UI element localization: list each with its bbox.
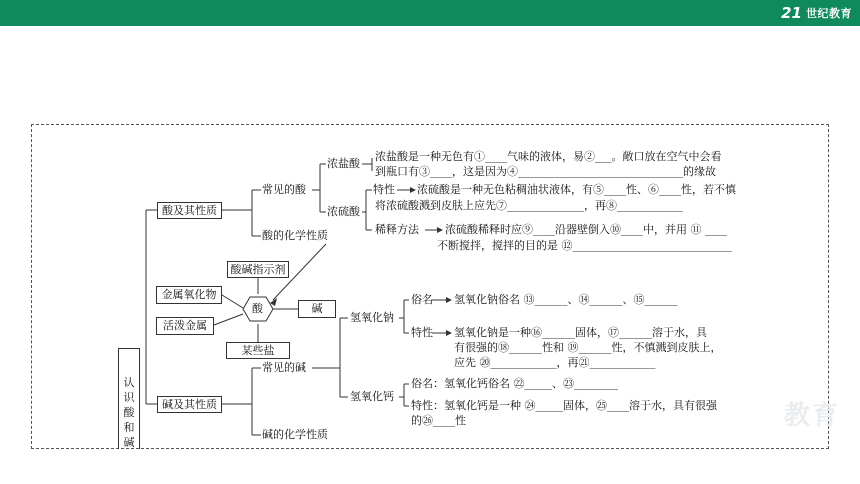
base-box: 碱: [298, 300, 336, 318]
dilute-label: 稀释方法: [375, 223, 419, 236]
acid-center-label: 酸: [252, 302, 263, 315]
brand-name: 世纪教育: [806, 7, 852, 20]
h2so4-label: 浓硫酸: [327, 205, 360, 218]
common-bases-label: 常见的碱: [262, 361, 306, 374]
naoh-name-line: 氢氧化钠俗名 ⑬______、⑭______、⑮______: [454, 293, 678, 306]
hcl-line-2: 到瓶口有③____，这是因为④______________________________的缘故: [375, 165, 716, 178]
caoh-label: 氢氧化钙: [350, 390, 394, 403]
caoh-name-line: 俗名：氢氧化钙俗名 ㉒_____、㉓________: [411, 377, 618, 390]
hcl-label: 浓盐酸: [327, 157, 360, 170]
base-section-box: 碱及其性质: [157, 396, 222, 413]
metal-oxide-box: 金属氧化物: [156, 286, 222, 304]
naoh-prop-line-2: 有很强的⑱______性和 ⑲______性，不慎溅到皮肤上，: [454, 341, 722, 354]
root-label: 认识酸和碱: [123, 376, 135, 449]
caoh-prop-line-1: 特性：氢氧化钙是一种 ㉔_____固体，㉕____溶于水，具有很强: [411, 399, 717, 412]
h2so4-prop-label: 特性: [373, 183, 395, 196]
indicator-box: 酸碱指示剂: [227, 261, 289, 278]
naoh-name-label: 俗名: [411, 293, 433, 306]
naoh-label: 氢氧化钠: [350, 311, 394, 324]
dilute-line-2: 不断搅拌，搅拌的目的是 ⑫_____________________________: [437, 239, 732, 252]
base-chem-label: 碱的化学性质: [262, 428, 328, 441]
h2so4-prop-line-1: 浓硫酸是一种无色粘稠油状液体，有⑤____性、⑥____性，若不慎: [417, 183, 736, 196]
h2so4-prop-line-2: 将浓硫酸溅到皮肤上应先⑦______________，再⑧____________: [375, 199, 683, 212]
caoh-prop-line-2: 的㉖____性: [411, 414, 466, 427]
acid-chem-label: 酸的化学性质: [262, 229, 328, 242]
naoh-prop-label: 特性: [411, 326, 433, 339]
active-metal-box: 活泼金属: [156, 317, 214, 335]
common-acids-label: 常见的酸: [262, 183, 306, 196]
brand-mark: 21: [781, 4, 802, 22]
naoh-prop-line-3: 应先 ⑳____________，再㉑____________: [454, 356, 656, 369]
acid-section-box: 酸及其性质: [157, 202, 222, 219]
salts-box: 某些盐: [226, 342, 290, 359]
hcl-line-1: 浓盐酸是一种无色有①____气味的液体，易②___。敞口放在空气中会看: [375, 150, 722, 163]
naoh-prop-line-1: 氢氧化钠是一种⑯______固体，⑰______溶于水，具: [454, 326, 707, 339]
watermark: 教育: [783, 401, 840, 431]
root-node: [118, 348, 140, 449]
dilute-line-1: 浓硫酸稀释时应⑨____沿器壁倒入⑩____中，并用 ⑪ ____: [445, 223, 727, 236]
